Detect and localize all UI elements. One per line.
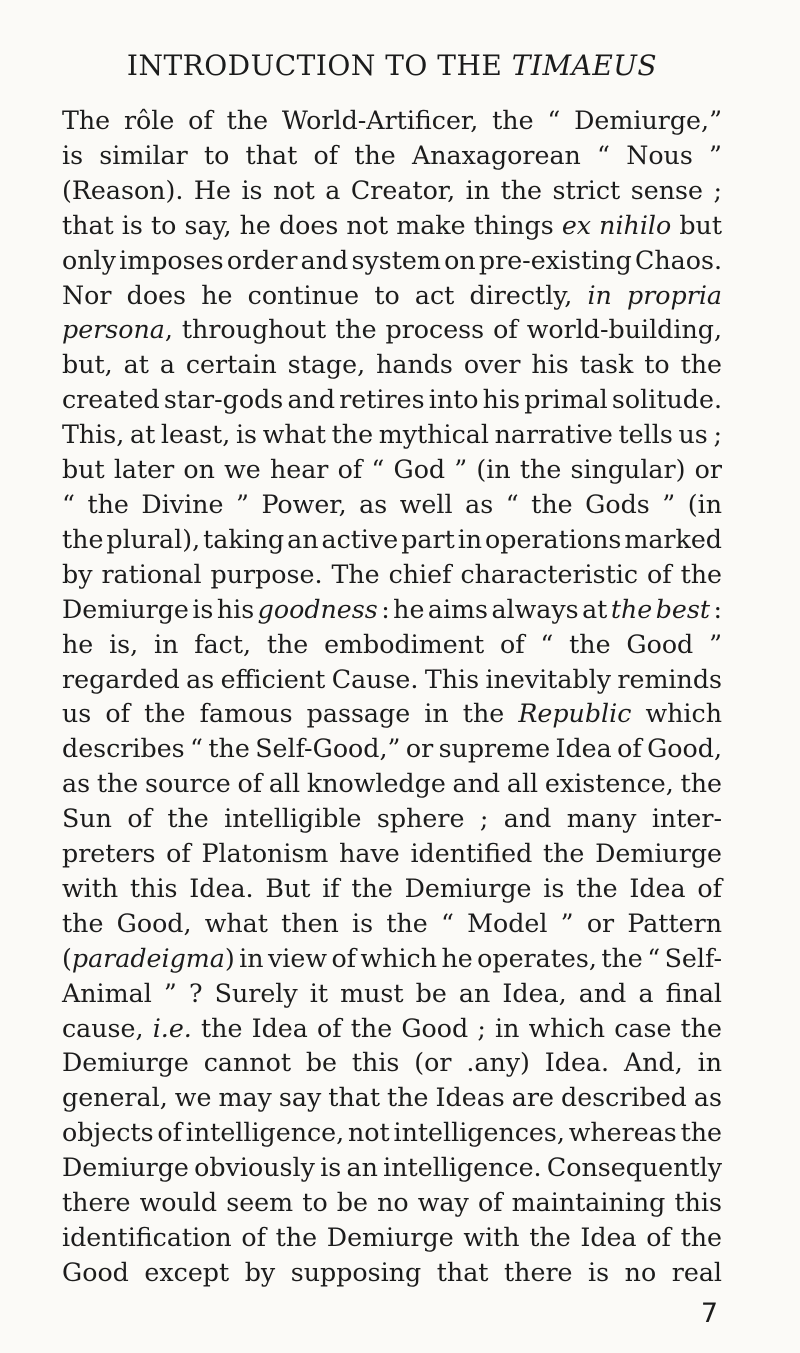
text-line: [62, 1012, 722, 1047]
text-line: [62, 279, 722, 314]
text-line: [62, 1046, 722, 1081]
text-line: [62, 907, 722, 942]
text-segment: that is to say, he does not make things: [62, 210, 562, 240]
text-segment: cause,: [62, 1013, 153, 1043]
text-line: [62, 1151, 722, 1186]
text-line: [62, 488, 722, 523]
text-segment: created star-gods and retires into his primal solitude.: [62, 385, 722, 415]
text-segment: he is, in fact, the embodiment of “ the Good ”: [62, 629, 722, 659]
text-segment: is similar to that of the Anaxagorean “ Nous ”: [62, 140, 722, 170]
text-segment: Demiurge is his: [62, 594, 258, 624]
text-segment: the plural), taking an active part in operations marked: [62, 524, 722, 554]
text-line: [62, 837, 722, 872]
text-segment: “ the Divine ” Power, as well as “ the Gods ” (in: [62, 489, 722, 519]
text-segment: The rôle of the World-Artificer, the “ Demiurge,”: [62, 106, 722, 135]
text-segment: Sun of the intelligible sphere ; and many inter-: [62, 804, 722, 834]
text-segment: preters of Platonism have identified the Demiurge: [62, 839, 722, 869]
text-line: [62, 139, 722, 174]
text-segment: (: [62, 943, 72, 973]
body-paragraph: [62, 104, 722, 1291]
text-segment: ) in view of which he operates, the “ Self-: [224, 943, 722, 973]
text-segment: identification of the Demiurge with the Idea of the: [62, 1223, 722, 1252]
text-line: [62, 1256, 722, 1291]
text-segment: regarded as efficient Cause. This inevitably reminds: [62, 664, 722, 694]
text-segment: only imposes order and system on pre-existing Chaos.: [62, 245, 722, 275]
text-line: [62, 1116, 722, 1151]
text-line: [62, 593, 722, 628]
text-segment: but: [671, 210, 722, 240]
text-segment: Good except by supposing that there is no real: [62, 1257, 722, 1287]
text-segment: general, we may say that the Ideas are described as: [62, 1083, 722, 1113]
italic-text: in propria: [587, 280, 722, 310]
text-line: [62, 418, 722, 453]
italic-text: goodness: [257, 594, 378, 624]
text-line: [62, 977, 722, 1012]
text-segment: but later on we hear of “ God ” (in the singular) or: [62, 455, 722, 485]
italic-text: i.e.: [152, 1013, 192, 1043]
text-line: [62, 174, 722, 209]
text-segment: us of the famous passage in the: [62, 699, 519, 729]
text-line: [62, 1186, 722, 1221]
text-segment: Demiurge obviously is an intelligence. Consequently: [62, 1153, 722, 1183]
italic-text: persona: [62, 315, 165, 345]
text-line: [62, 767, 722, 802]
text-segment: with this Idea. But if the Demiurge is the Idea of: [62, 873, 722, 903]
text-segment: the Idea of the Good ; in which case the: [191, 1013, 723, 1043]
text-line: [62, 663, 722, 698]
text-line: [62, 453, 722, 488]
text-segment: which: [631, 699, 722, 729]
text-line: [62, 732, 722, 767]
text-line: [62, 383, 722, 418]
text-segment: Nor does he continue to act directly,: [62, 280, 588, 310]
text-segment: :: [710, 594, 722, 624]
text-line: [62, 313, 722, 348]
text-segment: , throughout the process of world-building,: [164, 315, 722, 345]
text-line: [62, 558, 722, 593]
text-segment: Demiurge cannot be this (or .any) Idea. And, in: [62, 1048, 722, 1078]
text-segment: objects of intelligence, not intelligences, whereas the: [62, 1118, 722, 1148]
text-line: [62, 942, 722, 977]
text-segment: This, at least, is what the mythical narrative tells us ;: [62, 420, 722, 450]
text-line: [62, 523, 722, 558]
text-line: [62, 209, 722, 244]
text-line: [62, 1221, 722, 1256]
text-segment: there would seem to be no way of maintaining this: [62, 1188, 722, 1218]
text-segment: the Good, what then is the “ Model ” or Pattern: [62, 908, 722, 938]
text-segment: Animal ” ? Surely it must be an Idea, and a final: [62, 978, 722, 1008]
page-number: 7: [700, 1298, 718, 1329]
running-head-plain: INTRODUCTION TO THE: [126, 49, 512, 82]
text-line: [62, 348, 722, 383]
text-line: [62, 244, 722, 279]
book-page: [62, 48, 722, 1291]
italic-text: ex nihilo: [561, 210, 672, 240]
text-segment: describes “ the Self-Good,” or supreme Idea of Good,: [62, 734, 722, 764]
text-segment: as the source of all knowledge and all existence, the: [62, 769, 722, 799]
text-line: [62, 802, 722, 837]
running-head-italic-title: TIMAEUS: [511, 49, 658, 82]
running-head: [62, 48, 722, 84]
text-line: [62, 104, 722, 139]
italic-text: paradeigma: [71, 943, 225, 973]
italic-text: the best: [610, 594, 711, 624]
italic-text: Republic: [518, 699, 632, 729]
text-line: [62, 1081, 722, 1116]
text-line: [62, 628, 722, 663]
text-segment: by rational purpose. The chief characteristic of the: [62, 559, 722, 589]
text-segment: but, at a certain stage, hands over his task to the: [62, 350, 722, 380]
text-segment: : he aims always at: [377, 594, 611, 624]
text-line: [62, 872, 722, 907]
text-line: [62, 697, 722, 732]
text-segment: (Reason). He is not a Creator, in the strict sense ;: [62, 175, 722, 205]
